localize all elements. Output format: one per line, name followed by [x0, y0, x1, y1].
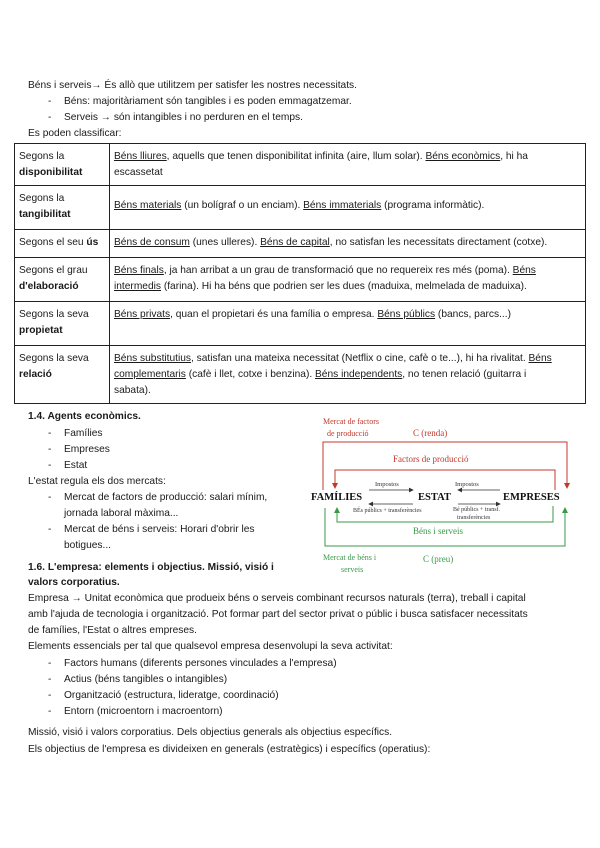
- classification-table: [14, 143, 586, 404]
- row-key: Segons el seu ús: [15, 230, 110, 258]
- row-key: Segons la disponibilitat: [15, 144, 110, 186]
- label-bens-serveis: Béns i serveis: [413, 526, 463, 536]
- section-heading-empresa: 1.6. L'empresa: elements i objectius. Missió, visió i: [28, 562, 274, 573]
- intro-line: Béns i serveis→ És allò que utilitzem per satisfer les nostres necessitats.: [28, 80, 357, 91]
- node-empreses: EMPRESES: [503, 492, 560, 503]
- bullet-dash: -: [48, 706, 52, 717]
- element-item: Entorn (microentorn i macroentorn): [64, 706, 223, 717]
- node-estat: ESTAT: [418, 492, 451, 503]
- table-row: [15, 346, 586, 404]
- bullet-dash: -: [48, 658, 52, 669]
- bullet-dash: -: [48, 444, 52, 455]
- label-renda: C (renda): [413, 428, 448, 438]
- market-factors-line: jornada laboral màxima...: [64, 508, 179, 519]
- classify-line: Es poden classificar:: [28, 128, 122, 139]
- section-heading-agents: 1.4. Agents econòmics.: [28, 411, 141, 422]
- bullet-dash: -: [48, 492, 52, 503]
- row-key: Segons la tangibilitat: [15, 186, 110, 230]
- label-market-goods: Mercat de béns i: [323, 553, 377, 562]
- empresa-definition: Empresa → Unitat econòmica que produeix béns o serveis combinant recursos naturals (terra), treball i capital: [28, 593, 526, 604]
- bullet-dash: -: [48, 674, 52, 685]
- market-goods-line: botigues...: [64, 540, 112, 551]
- label-factors: Factors de producció: [393, 454, 469, 464]
- bullet-dash: -: [48, 112, 52, 123]
- flow-line-factors: [335, 470, 555, 490]
- label-market-goods: serveis: [341, 565, 364, 574]
- intro-bullet-serveis: Serveis → són intangibles i no perduren en el temps.: [64, 112, 303, 123]
- label-public-goods: Bé públics + transf.: [453, 507, 501, 513]
- element-item: Actius (béns tangibles o intangibles): [64, 674, 228, 685]
- node-families: FAMÍLIES: [311, 492, 363, 503]
- row-description: Béns privats, quan el propietari és una família o empresa. Béns públics (bancs, parcs...): [110, 302, 586, 346]
- table-row: [15, 144, 586, 186]
- bullet-dash: -: [48, 96, 52, 107]
- row-description: Béns de consum (unes ulleres). Béns de capital, no satisfan les necessitats directament (cotxe).: [110, 230, 586, 258]
- row-key: Segons el grau d'elaboració: [15, 258, 110, 302]
- agent-item: Empreses: [64, 444, 110, 455]
- regula-line: L'estat regula els dos mercats:: [28, 476, 166, 487]
- intro-bullet-bens: Béns: majoritàriament són tangibles i es poden emmagatzemar.: [64, 96, 352, 107]
- circular-flow-diagram: [305, 410, 590, 575]
- empresa-definition: amb l'ajuda de tecnologia i organització. Pot formar part del sector privat o públic i busca satisfacer necessitats: [28, 609, 528, 620]
- table-row: [15, 186, 586, 230]
- objectius-line: Els objectius de l'empresa es divideixen en generals (estratègics) i específics (operatius):: [28, 744, 431, 755]
- label-market-factors: Mercat de factors: [323, 417, 379, 426]
- label-market-factors: de producció: [327, 429, 369, 438]
- row-description: Béns substitutius, satisfan una mateixa necessitat (Netflix o cine, cafè o te...), hi ha rivalitat. Béns complementaris (cafè i llet, cotxe i benzina). Béns independents, no tenen relació (guitarra i sabata).: [110, 346, 586, 404]
- bullet-dash: -: [48, 690, 52, 701]
- row-key: Segons la seva propietat: [15, 302, 110, 346]
- agent-item: Estat: [64, 460, 88, 471]
- bullet-dash: -: [48, 428, 52, 439]
- mission-line: Missió, visió i valors corporatius. Dels objectius generals als objectius específics.: [28, 727, 393, 738]
- bullet-dash: -: [48, 524, 52, 535]
- market-goods-line: Mercat de béns i serveis: Horari d'obrir les: [64, 524, 255, 535]
- label-impostos: Impostos: [375, 481, 399, 488]
- bullet-dash: -: [48, 460, 52, 471]
- table-row: [15, 230, 586, 258]
- label-preu: C (preu): [423, 554, 454, 564]
- row-description: Béns materials (un bolígraf o un enciam). Béns immaterials (programa informàtic).: [110, 186, 586, 230]
- empresa-definition: de famílies, l'Estat o altres empreses.: [28, 625, 197, 636]
- table-row: [15, 258, 586, 302]
- row-description: Béns lliures, aquells que tenen disponibilitat infinita (aire, llum solar). Béns econòmics, hi ha escassetat: [110, 144, 586, 186]
- element-item: Factors humans (diferents persones vinculades a l'empresa): [64, 658, 337, 669]
- elements-intro: Elements essencials per tal que qualsevol empresa desenvolupi la seva activitat:: [28, 641, 393, 652]
- label-transfers: transferències: [457, 515, 491, 521]
- label-impostos: Impostos: [455, 481, 479, 488]
- section-heading-empresa: valors corporatius.: [28, 577, 120, 588]
- market-factors-line: Mercat de factors de producció: salari mínim,: [64, 492, 268, 503]
- row-key: Segons la seva relació: [15, 346, 110, 404]
- row-description: Béns finals, ja han arribat a un grau de transformació que no requereix res més (poma). Béns intermedis (farina). Hi ha béns que podrien ser les dues (maduixa, melmelada de maduixa).: [110, 258, 586, 302]
- label-public-goods: BÉs públics + transferències: [353, 508, 422, 514]
- table-row: [15, 302, 586, 346]
- flow-line-renda: [323, 442, 567, 490]
- agent-item: Famílies: [64, 428, 103, 439]
- element-item: Organització (estructura, lideratge, coordinació): [64, 690, 279, 701]
